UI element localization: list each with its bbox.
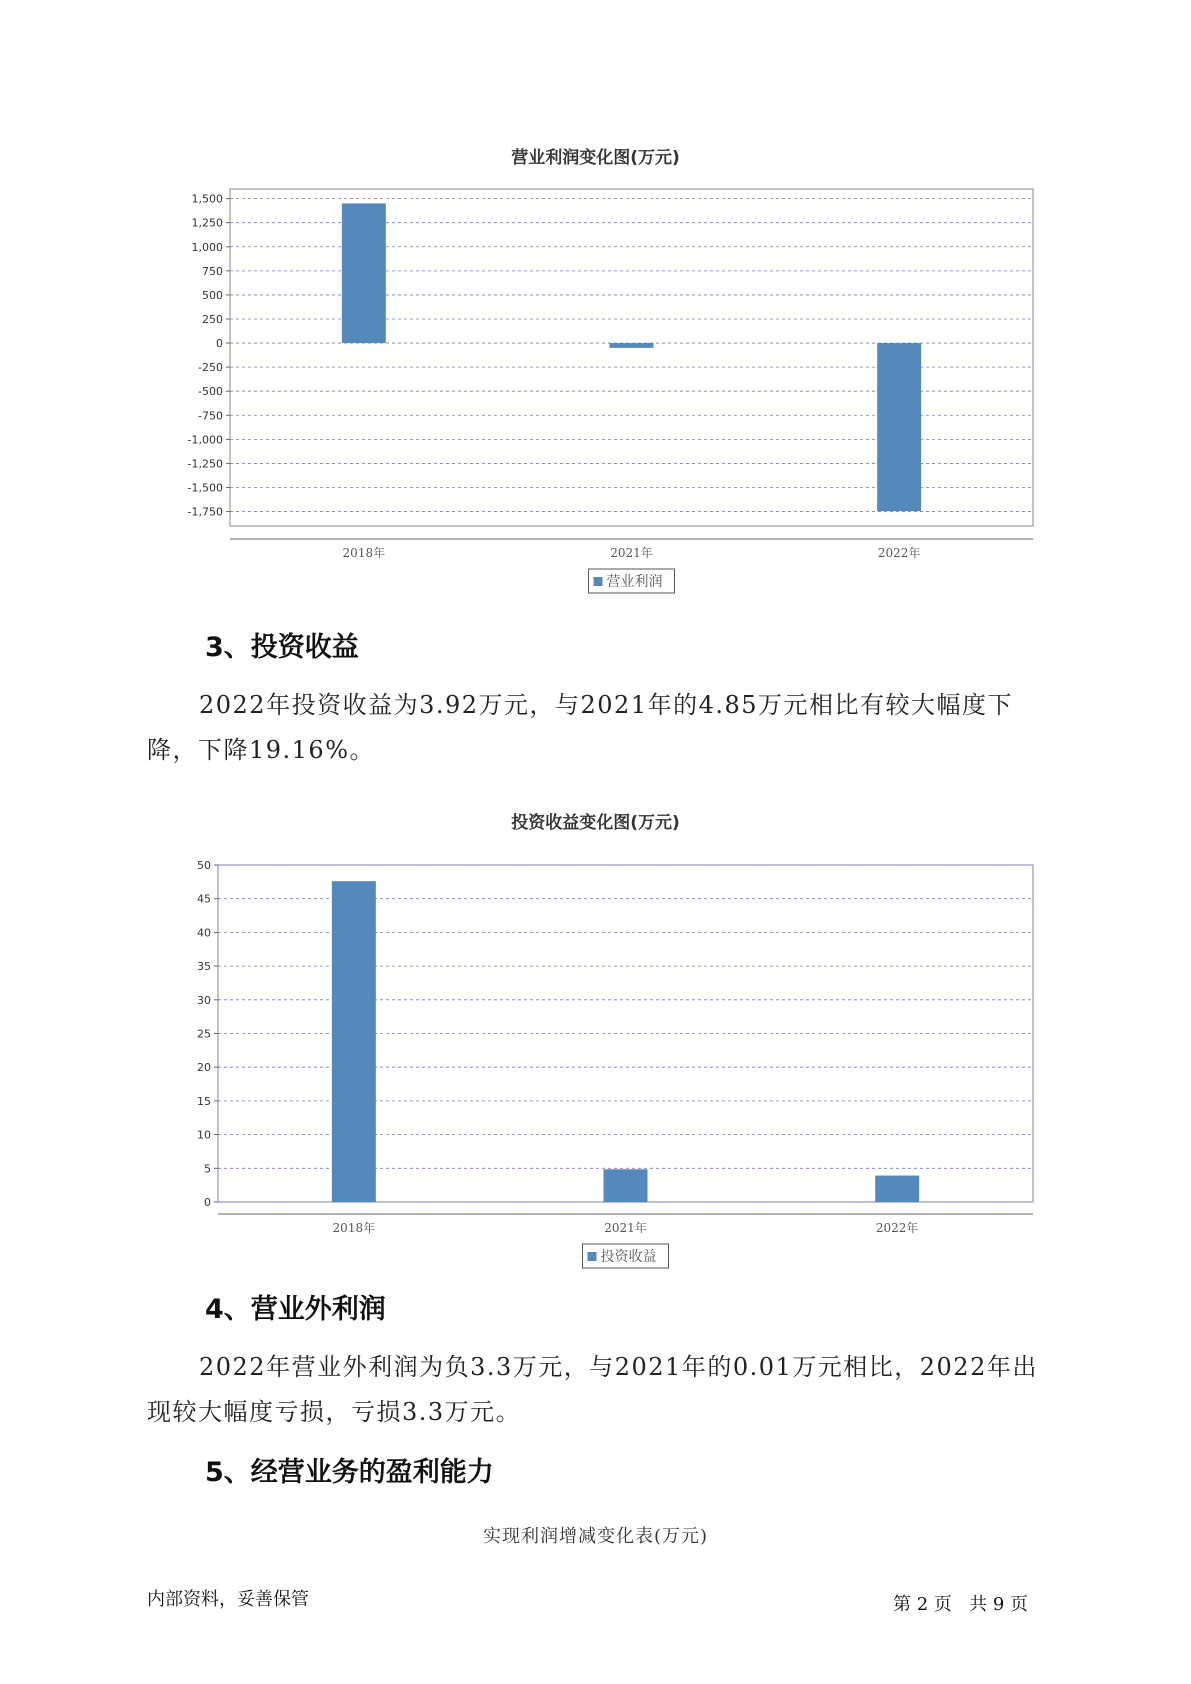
chart-title-investment-income: 投资收益变化图(万元) (511, 813, 680, 833)
y-tick-label: 0 (204, 1196, 211, 1209)
y-tick-label: 20 (197, 1061, 211, 1075)
y-tick-label: 5 (204, 1162, 211, 1176)
x-tick-label: 2021年 (604, 1221, 647, 1235)
y-tick-label: 35 (197, 960, 211, 974)
x-tick-label: 2021年 (610, 546, 653, 560)
y-tick-label: -1,000 (187, 433, 223, 447)
footer-page-indicator (893, 1590, 1028, 1616)
y-tick-label: 50 (197, 859, 211, 872)
y-tick-label: 0 (216, 337, 223, 351)
bar-2018年 (342, 203, 386, 343)
bar-2022年 (877, 343, 921, 511)
paragraph-investment-income: 2022年投资收益为3.92万元，与2021年的4.85万元相比有较大幅度下降，下降19.16%。 (147, 691, 1014, 764)
page-unit: 页 (933, 1594, 952, 1615)
y-tick-label: 500 (202, 288, 223, 302)
investment-income-chart (0, 830, 1191, 1265)
legend-swatch (594, 577, 603, 586)
y-tick-label: -1,500 (187, 481, 223, 495)
y-tick-label: 25 (197, 1027, 211, 1041)
x-tick-label: 2018年 (342, 546, 386, 560)
total-prefix: 共 (969, 1594, 988, 1615)
paragraph-non-operating-profit: 2022年营业外利润为负3.3万元，与2021年的0.01万元相比，2022年出现较大幅度亏损，亏损3.3万元。 (147, 1353, 1038, 1426)
page-number: 2 (916, 1594, 929, 1615)
section-heading-investment-income: 3、投资收益 (205, 632, 359, 663)
y-tick-label: 30 (197, 993, 211, 1007)
bar-2021年 (610, 343, 654, 348)
operating-profit-chart (0, 160, 1191, 590)
section-heading-non-operating-profit: 4、营业外利润 (205, 1294, 386, 1325)
y-tick-label: 1,500 (191, 192, 223, 206)
y-tick-label: -750 (198, 409, 223, 423)
bar-2021年 (604, 1169, 648, 1202)
y-tick-label: 10 (197, 1128, 211, 1142)
section-heading-profitability: 5、经营业务的盈利能力 (205, 1457, 494, 1488)
x-tick-label: 2022年 (877, 546, 921, 560)
y-tick-label: 1,000 (191, 240, 223, 254)
legend-label: 投资收益 (600, 1249, 657, 1265)
total-unit: 页 (1010, 1594, 1029, 1615)
y-tick-label: -1,250 (187, 457, 223, 471)
y-tick-label: -500 (198, 385, 223, 399)
legend-swatch (588, 1252, 597, 1261)
total-pages: 9 (992, 1594, 1005, 1615)
legend-label: 营业利润 (606, 574, 663, 590)
y-tick-label: 15 (197, 1094, 211, 1108)
x-tick-label: 2018年 (332, 1221, 376, 1235)
page-prefix: 第 (893, 1594, 911, 1615)
chart-title-operating-profit: 营业利润变化图(万元) (511, 148, 680, 168)
table-caption: 实现利润增减变化表(万元) (482, 1526, 709, 1547)
bar-2022年 (875, 1176, 919, 1202)
y-tick-label: -1,750 (187, 505, 223, 519)
y-tick-label: 45 (197, 892, 211, 906)
y-tick-label: 1,250 (191, 216, 223, 230)
y-tick-label: 250 (202, 312, 223, 326)
x-tick-label: 2022年 (875, 1221, 919, 1235)
footer-confidential-note: 内部资料，妥善保管 (147, 1589, 309, 1610)
y-tick-label: -250 (198, 361, 223, 375)
bar-2018年 (332, 881, 376, 1202)
y-tick-label: 750 (202, 264, 223, 278)
y-tick-label: 40 (197, 926, 211, 940)
